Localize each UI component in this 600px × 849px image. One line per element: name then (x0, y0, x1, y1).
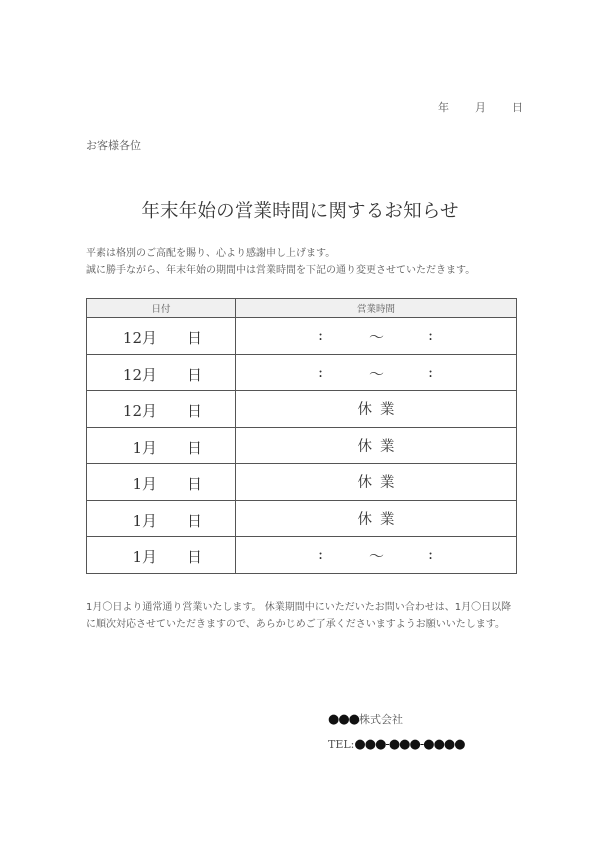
month-label: 12月 (122, 329, 157, 347)
header-date: 日付 (87, 299, 236, 318)
tel-label: TEL: (328, 738, 355, 751)
day-label: 日 (187, 402, 203, 420)
time-range-tilde: ～ (369, 364, 385, 383)
time-range-tilde: ～ (369, 547, 385, 565)
month-label: 12月 (122, 365, 157, 384)
open-time-colon: : (318, 362, 324, 381)
date-cell (87, 354, 236, 391)
intro-text (86, 245, 475, 279)
schedule-table (86, 298, 517, 574)
closed-label: 休業 (357, 438, 403, 455)
date-month: 月 (475, 101, 486, 114)
footer-line-1: 1月〇日より通常通り営業いたします。 休業期間中にいただいたお問い合わせは、1月〇日以降 (86, 602, 512, 613)
day-label: 日 (187, 438, 203, 457)
table-row (87, 318, 517, 355)
table-row (87, 354, 517, 391)
company-name (328, 711, 403, 727)
day-label: 日 (187, 548, 203, 566)
hours-cell (236, 537, 517, 574)
company-tel (328, 737, 465, 752)
month-label: 12月 (122, 402, 157, 420)
table-row (87, 500, 517, 537)
tel-number: ●●●-●●●-●●●● (354, 737, 465, 752)
date-cell (87, 537, 236, 574)
date-cell (87, 500, 236, 537)
closed-label: 休業 (357, 475, 403, 492)
month-label: 1月 (132, 548, 157, 566)
day-label: 日 (187, 365, 203, 384)
open-time-colon: : (318, 545, 324, 563)
table-header-row (87, 299, 517, 318)
closed-label: 休業 (357, 402, 403, 419)
day-label: 日 (187, 475, 203, 493)
date-year: 年 (438, 101, 449, 114)
close-time-colon: : (428, 326, 434, 344)
page-title: 年末年始の営業時間に関するお知らせ (141, 201, 459, 222)
company-suffix: 株式会社 (359, 713, 404, 726)
hours-cell (236, 354, 517, 391)
month-label: 1月 (132, 511, 157, 530)
date-cell (87, 318, 236, 355)
table-row (87, 537, 517, 574)
intro-line-2: 誠に勝手ながら、年末年始の期間中は営業時間を下記の通り変更させていただきます。 (86, 265, 476, 276)
table-row (87, 464, 517, 501)
month-label: 1月 (132, 438, 157, 457)
table-row (87, 427, 517, 464)
close-time-colon: : (428, 362, 434, 381)
hours-cell (236, 500, 517, 537)
intro-line-1: 平素は格別のご高配を賜り、心より感謝申し上げます。 (86, 248, 336, 259)
company-name-placeholder: ●●● (328, 712, 360, 727)
date-day: 日 (512, 101, 523, 114)
date-line (438, 99, 523, 115)
date-cell (87, 464, 236, 501)
day-label: 日 (187, 511, 203, 530)
addressee: お客様各位 (86, 139, 141, 152)
month-label: 1月 (132, 475, 157, 493)
hours-cell (236, 318, 517, 355)
hours-cell (236, 464, 517, 501)
date-cell (87, 391, 236, 428)
close-time-colon: : (428, 545, 434, 563)
footer-note (86, 599, 526, 633)
table-row (87, 391, 517, 428)
date-cell (87, 427, 236, 464)
day-label: 日 (187, 329, 203, 347)
open-time-colon: : (318, 326, 324, 344)
header-hours: 営業時間 (236, 299, 517, 318)
footer-line-2: に順次対応させていただきますので、あらかじめご了承くださいますようお願いいたします。 (86, 619, 505, 630)
closed-label: 休業 (357, 511, 403, 528)
hours-cell (236, 427, 517, 464)
hours-cell (236, 391, 517, 428)
time-range-tilde: ～ (369, 328, 385, 346)
